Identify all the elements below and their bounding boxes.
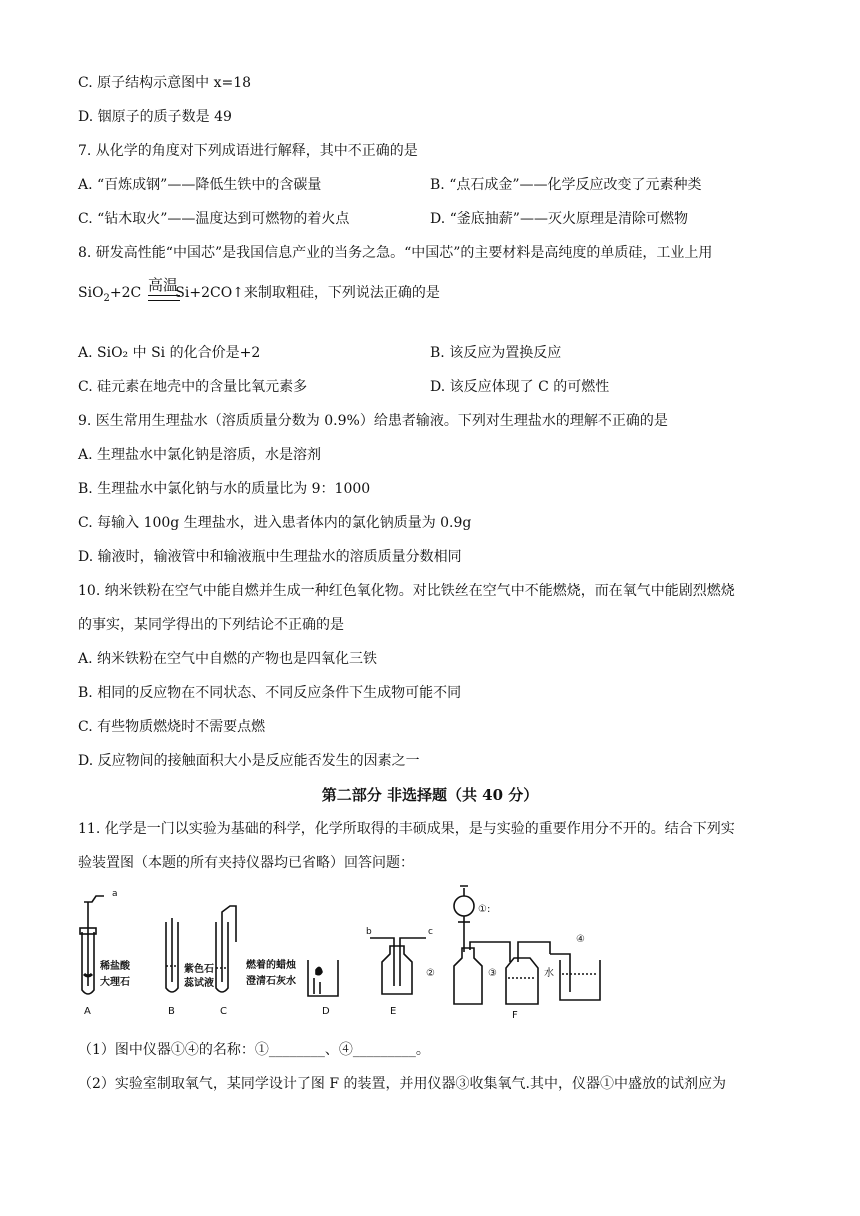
label-marble: 大理石 bbox=[100, 977, 130, 988]
label-D: D bbox=[322, 1006, 330, 1017]
q6-option-c: C. 原子结构示意图中 x=18 bbox=[78, 75, 252, 91]
q8-equation bbox=[78, 276, 440, 304]
q8-option-d: D. 该反应体现了 C 的可燃性 bbox=[430, 379, 610, 395]
label-mark3: ③ bbox=[488, 968, 497, 979]
label-a: a bbox=[112, 889, 118, 899]
q7-option-d: D. “釜底抽薪”——灭火原理是清除可燃物 bbox=[430, 211, 688, 227]
q9-option-d: D. 输液时，输液管中和输液瓶中生理盐水的溶质质量分数相同 bbox=[78, 549, 462, 565]
q6-option-d: D. 铟原子的质子数是 49 bbox=[78, 109, 232, 125]
q10-option-a: A. 纳米铁粉在空气中自燃的产物也是四氧化三铁 bbox=[78, 651, 378, 667]
q8-stem: 8. 研发高性能“中国芯”是我国信息产业的当务之急。“中国芯”的主要材料是高纯度的单质硅，工业上用 bbox=[78, 245, 713, 261]
q10-stem-line2: 的事实，某同学得出的下列结论不正确的是 bbox=[78, 617, 344, 633]
label-litmus2: 蕊试液 bbox=[184, 978, 214, 989]
q8-option-a: A. SiO₂ 中 Si 的化合价是+2 bbox=[78, 345, 261, 361]
q9-option-c: C. 每输入 100g 生理盐水，进入患者体内的氯化钠质量为 0.9g bbox=[78, 515, 472, 531]
eq-right: Si+2CO↑ bbox=[175, 285, 244, 301]
q11-sub2: （2）实验室制取氧气，某同学设计了图 F 的装置，并用仪器③收集氧气.其中，仪器①中盛放的试剂应为 bbox=[78, 1076, 726, 1092]
label-water: 水 bbox=[544, 968, 554, 979]
q7-stem: 7. 从化学的角度对下列成语进行解释，其中不正确的是 bbox=[78, 143, 418, 159]
apparatus-figure bbox=[70, 882, 630, 1022]
apparatus-f bbox=[426, 886, 600, 1021]
label-c: c bbox=[428, 927, 433, 937]
q7-option-c: C. “钻木取火”——温度达到可燃物的着火点 bbox=[78, 211, 350, 227]
apparatus-b bbox=[166, 918, 214, 1017]
eq-condition: 高温 bbox=[148, 276, 179, 294]
label-b: b bbox=[366, 927, 372, 937]
q11-sub1: （1）图中仪器①④的名称：①________、④_________。 bbox=[78, 1042, 430, 1058]
part2-heading: 第二部分 非选择题（共 40 分） bbox=[321, 786, 539, 804]
q10-option-b: B. 相同的反应物在不同状态、不同反应条件下生成物可能不同 bbox=[78, 685, 462, 701]
q10-option-c: C. 有些物质燃烧时不需要点燃 bbox=[78, 719, 266, 735]
label-E: E bbox=[390, 1006, 397, 1017]
eq-left-sub: 2 bbox=[103, 292, 110, 304]
q9-stem: 9. 医生常用生理盐水（溶质质量分数为 0.9%）给患者输液。下列对生理盐水的理解不正确的是 bbox=[78, 413, 668, 429]
q9-option-a: A. 生理盐水中氯化钠是溶质，水是溶剂 bbox=[78, 447, 322, 463]
q11-stem-line2: 验装置图（本题的所有夹持仪器均已省略）回答问题： bbox=[78, 855, 414, 871]
q9-option-b: B. 生理盐水中氯化钠与水的质量比为 9：1000 bbox=[78, 481, 371, 497]
label-F: F bbox=[512, 1010, 518, 1021]
label-B: B bbox=[168, 1006, 175, 1017]
eq-plus: +2C bbox=[109, 285, 142, 301]
label-mark4: ④ bbox=[576, 934, 585, 945]
q7-option-b: B. “点石成金”——化学反应改变了元素种类 bbox=[430, 177, 702, 193]
apparatus-d bbox=[245, 958, 338, 1017]
label-acid: 稀盐酸 bbox=[100, 961, 130, 972]
label-candle: 燃着的蜡烛 bbox=[246, 960, 296, 971]
eq-tail: 来制取粗硅，下列说法正确的是 bbox=[243, 285, 440, 301]
apparatus-e bbox=[366, 927, 433, 1017]
eq-left: SiO bbox=[78, 285, 104, 301]
q10-stem-line1: 10. 纳米铁粉在空气中能自燃并生成一种红色氧化物。对比铁丝在空气中不能燃烧，而在氧气中能剧烈燃烧 bbox=[78, 583, 735, 599]
label-A: A bbox=[84, 1006, 91, 1017]
label-mark2: ② bbox=[426, 968, 435, 979]
label-mark1: ①: bbox=[478, 904, 491, 915]
label-litmus1: 紫色石 bbox=[184, 964, 214, 975]
label-limewater: 澄清石灰水 bbox=[246, 976, 296, 987]
q8-option-b: B. 该反应为置换反应 bbox=[430, 345, 562, 361]
apparatus-c bbox=[216, 906, 236, 1017]
label-C: C bbox=[220, 1006, 227, 1017]
q8-option-c: C. 硅元素在地壳中的含量比氧元素多 bbox=[78, 379, 308, 395]
q11-stem-line1: 11. 化学是一门以实验为基础的科学，化学所取得的丰硕成果，是与实验的重要作用分不开的。结合下列实 bbox=[78, 821, 735, 837]
q7-option-a: A. “百炼成钢”——降低生铁中的含碳量 bbox=[78, 177, 322, 193]
eq-double-bar bbox=[148, 295, 180, 301]
apparatus-a bbox=[80, 889, 131, 1017]
q10-option-d: D. 反应物间的接触面积大小是反应能否发生的因素之一 bbox=[78, 753, 420, 769]
